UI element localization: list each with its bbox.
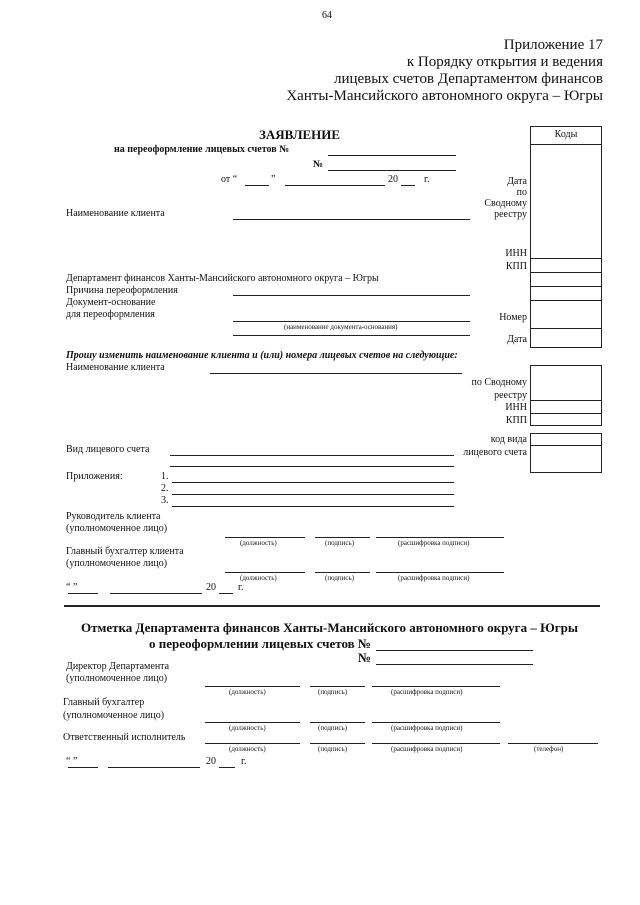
codes-box	[530, 126, 602, 348]
chief-acc-label-1: Главный бухгалтер клиента	[66, 546, 184, 557]
account-type-line[interactable]	[170, 455, 454, 456]
attachments-label: Приложения:	[66, 471, 123, 482]
mark-chief-acc-position-hint: (должность)	[229, 724, 266, 732]
mark-chief-acc-label-1: Главный бухгалтер	[63, 697, 145, 708]
mark-chief-acc-position-line[interactable]	[205, 722, 300, 723]
sign-year-line[interactable]	[219, 593, 233, 594]
director-decode-hint: (расшифровка подписи)	[391, 688, 463, 696]
document-hint: (наименование документа-основания)	[284, 323, 398, 331]
codes-label-nomer: Номер	[499, 312, 527, 323]
mark-chief-acc-label-2: (уполномоченное лицо)	[63, 710, 165, 721]
client-name-label: Наименование клиента	[66, 208, 165, 219]
appendix-line-4: Ханты-Мансийского автономного округа – Югры	[286, 88, 603, 104]
client-name-line[interactable]	[233, 219, 470, 220]
client-name-line-2[interactable]	[210, 373, 462, 374]
mark-year-suffix: г.	[241, 756, 247, 767]
mark-chief-acc-decode-hint: (расшифровка подписи)	[391, 724, 463, 732]
document-basis-label-2: для переоформления	[66, 309, 155, 320]
codes-label-date: Дата	[507, 176, 527, 187]
page-number: 64	[322, 10, 332, 21]
director-label-1: Директор Департамента	[66, 661, 170, 672]
mark-chief-acc-decode-line[interactable]	[372, 722, 500, 723]
executor-signature-hint: (подпись)	[318, 745, 348, 753]
department-label: Департамент финансов Ханты-Мансийского автономного округа – Югры	[66, 273, 379, 284]
codes-box-2	[530, 365, 602, 426]
chief-acc-decode-line[interactable]	[376, 572, 504, 573]
form-subtitle: на переоформление лицевых счетов №	[114, 144, 290, 155]
head-decode-hint: (расшифровка подписи)	[398, 539, 470, 547]
codes-divider	[530, 400, 602, 401]
account-number-line-2[interactable]	[328, 170, 456, 171]
year-suffix: г.	[424, 174, 430, 185]
executor-signature-line[interactable]	[310, 743, 365, 744]
reason-label: Причина переоформления	[66, 285, 178, 296]
mark-day-line[interactable]	[68, 767, 98, 768]
num-sign: №	[313, 159, 324, 170]
mark-date-quotes: “ ”	[66, 756, 78, 767]
sign-day-line[interactable]	[68, 593, 98, 594]
codes-divider	[530, 144, 602, 145]
codes-label-svodnomu: Сводному	[484, 198, 527, 209]
chief-acc-signature-line[interactable]	[315, 572, 370, 573]
codes-header: Коды	[554, 129, 578, 140]
document-basis-line[interactable]	[233, 321, 470, 322]
document-basis-label-1: Документ-основание	[66, 297, 156, 308]
client-name-label-2: Наименование клиента	[66, 362, 165, 373]
date-quote-close: ”	[271, 174, 276, 185]
head-decode-line[interactable]	[376, 537, 504, 538]
chief-acc-signature-hint: (подпись)	[325, 574, 355, 582]
codes-divider	[530, 300, 602, 301]
mark-year-prefix: 20	[206, 756, 216, 767]
date-from-label: от “	[221, 174, 238, 185]
chief-acc-position-hint: (должность)	[240, 574, 277, 582]
codes-divider	[530, 445, 602, 446]
request-text: Прошу изменить наименование клиента и (или) номера лицевых счетов на следующие:	[66, 350, 458, 361]
sign-year-prefix: 20	[206, 582, 216, 593]
mark-month-line[interactable]	[108, 767, 200, 768]
executor-phone-line[interactable]	[508, 743, 598, 744]
account-type-label: Вид лицевого счета	[66, 444, 150, 455]
executor-decode-line[interactable]	[372, 743, 500, 744]
director-signature-hint: (подпись)	[318, 688, 348, 696]
codes-label-inn-2: ИНН	[505, 402, 527, 413]
appendix-line-3: лицевых счетов Департаментом финансов	[333, 71, 603, 87]
head-signature-hint: (подпись)	[325, 539, 355, 547]
mark-title-2: о переоформлении лицевых счетов №	[149, 636, 371, 651]
director-label-2: (уполномоченное лицо)	[66, 673, 168, 684]
head-position-line[interactable]	[225, 537, 305, 538]
executor-phone-hint: (телефон)	[534, 745, 564, 753]
section-separator	[64, 605, 600, 607]
sign-date-quotes: “ ”	[66, 582, 78, 593]
mark-chief-acc-signature-line[interactable]	[310, 722, 365, 723]
executor-label: Ответственный исполнитель	[63, 732, 186, 743]
director-signature-line[interactable]	[310, 686, 365, 687]
director-decode-line[interactable]	[372, 686, 500, 687]
chief-acc-position-line[interactable]	[225, 572, 305, 573]
year-prefix: 20	[388, 174, 398, 185]
form-title: ЗАЯВЛЕНИЕ	[259, 127, 341, 142]
codes-box-3	[530, 433, 602, 473]
codes-label-data2: Дата	[507, 334, 527, 345]
appendix-line-2: к Порядку открытия и ведения	[406, 54, 603, 70]
date-year-line[interactable]	[401, 185, 415, 186]
codes-label-reestru: реестру	[494, 209, 527, 220]
codes-divider	[530, 286, 602, 287]
codes-divider	[530, 413, 602, 414]
codes-divider	[530, 272, 602, 273]
executor-decode-hint: (расшифровка подписи)	[391, 745, 463, 753]
sign-month-line[interactable]	[110, 593, 202, 594]
mark-title-1: Отметка Департамента финансов Ханты-Мансийского автономного округа – Югры	[81, 620, 578, 635]
head-signature-line[interactable]	[315, 537, 370, 538]
chief-acc-decode-hint: (расшифровка подписи)	[398, 574, 470, 582]
codes-label-po-svodnomu: по Сводному	[471, 377, 527, 388]
date-day-line[interactable]	[245, 185, 269, 186]
codes-label-licevogo: лицевого счета	[463, 447, 527, 458]
attachment-line-2[interactable]	[172, 494, 454, 495]
sign-year-suffix: г.	[238, 582, 244, 593]
mark-number-line[interactable]	[376, 650, 533, 651]
chief-acc-label-2: (уполномоченное лицо)	[66, 558, 168, 569]
reason-line[interactable]	[233, 295, 470, 296]
attachment-num-2: 2.	[161, 483, 169, 494]
codes-divider	[530, 328, 602, 329]
account-number-line[interactable]	[328, 155, 456, 156]
codes-divider	[530, 258, 602, 259]
attachment-line-1[interactable]	[172, 482, 454, 483]
mark-num-sign: №	[358, 650, 372, 665]
account-type-line-2[interactable]	[170, 466, 454, 467]
appendix-line-1: Приложение 17	[503, 37, 603, 53]
attachment-line-3[interactable]	[172, 506, 454, 507]
executor-position-line[interactable]	[205, 743, 300, 744]
document-basis-line-2[interactable]	[233, 335, 470, 336]
mark-number-line-2[interactable]	[376, 664, 533, 665]
director-position-line[interactable]	[205, 686, 300, 687]
codes-label-po: по	[516, 187, 527, 198]
executor-position-hint: (должность)	[229, 745, 266, 753]
attachment-num-1: 1.	[161, 471, 169, 482]
codes-label-inn: ИНН	[505, 248, 527, 259]
codes-label-kpp: КПП	[505, 261, 527, 272]
codes-label-kod-vida: код вида	[490, 434, 527, 445]
head-position-hint: (должность)	[240, 539, 277, 547]
attachment-num-3: 3.	[161, 495, 169, 506]
director-position-hint: (должность)	[229, 688, 266, 696]
codes-label-reestru-2: реестру	[494, 390, 527, 401]
mark-year-line[interactable]	[219, 767, 235, 768]
date-month-line[interactable]	[285, 185, 385, 186]
codes-label-kpp-2: КПП	[505, 415, 527, 426]
mark-chief-acc-signature-hint: (подпись)	[318, 724, 348, 732]
head-label-2: (уполномоченное лицо)	[66, 523, 168, 534]
head-label-1: Руководитель клиента	[66, 511, 161, 522]
